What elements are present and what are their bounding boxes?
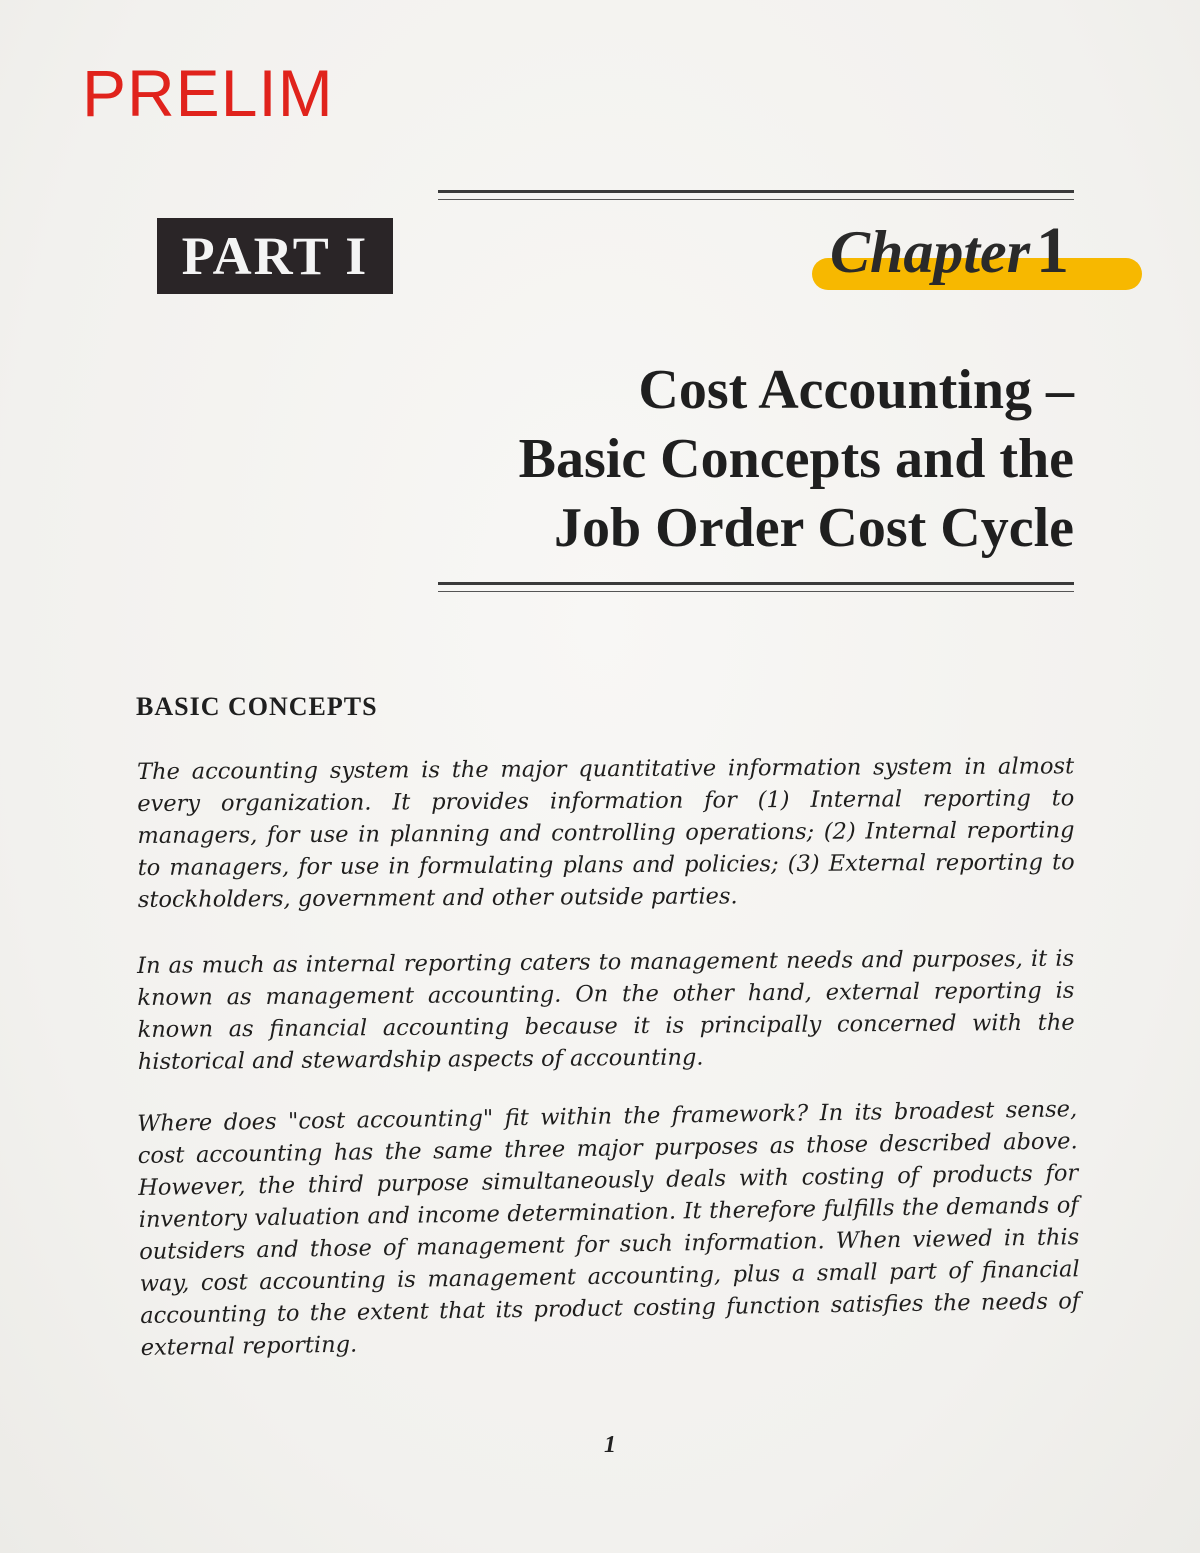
chapter-title-line-2: Basic Concepts and the (518, 428, 1074, 490)
part-label-box: PART I (157, 218, 393, 294)
body-paragraph-1: The accounting system is the major quantitative information system in almost every organization. It provides information for (1) Internal reporting to managers, for use in planning and controlling operations; (2) Internal reporting to managers, for use in formulating plans and policies; (3) External reporting to stockholders, government and other outside parties. (137, 753, 1075, 913)
body-paragraph-3: Where does "cost accounting" fit within the framework? In its broadest sense, cost accounting has the same three major purposes as those described above. However, the third purpose simultaneously deals with costing of products for inventory valuation and income determination. It therefore fulfills the demands of outsiders and those of management for such information. When viewed in this way, cost accounting is management accounting, plus a small part of financial accounting to the extent that its product costing function satisfies the needs of external reporting. (137, 1096, 1081, 1361)
bottom-double-rule (438, 582, 1074, 585)
chapter-heading (830, 214, 1070, 287)
chapter-number: 1 (1036, 214, 1070, 287)
page-number: 1 (604, 1432, 616, 1458)
chapter-title-line-1: Cost Accounting – (638, 359, 1074, 421)
prelim-stamp: PRELIM (82, 56, 334, 130)
section-heading: BASIC CONCEPTS (136, 692, 378, 721)
chapter-title (434, 356, 1074, 563)
chapter-word: Chapter (830, 219, 1031, 285)
chapter-title-line-3: Job Order Cost Cycle (554, 497, 1074, 559)
body-paragraph-2: In as much as internal reporting caters to management needs and purposes, it is known as management accounting. On the other hand, external reporting is known as financial accounting because it is principally concerned with the historical and stewardship aspects of accounting. (137, 945, 1075, 1075)
top-double-rule (438, 190, 1074, 193)
